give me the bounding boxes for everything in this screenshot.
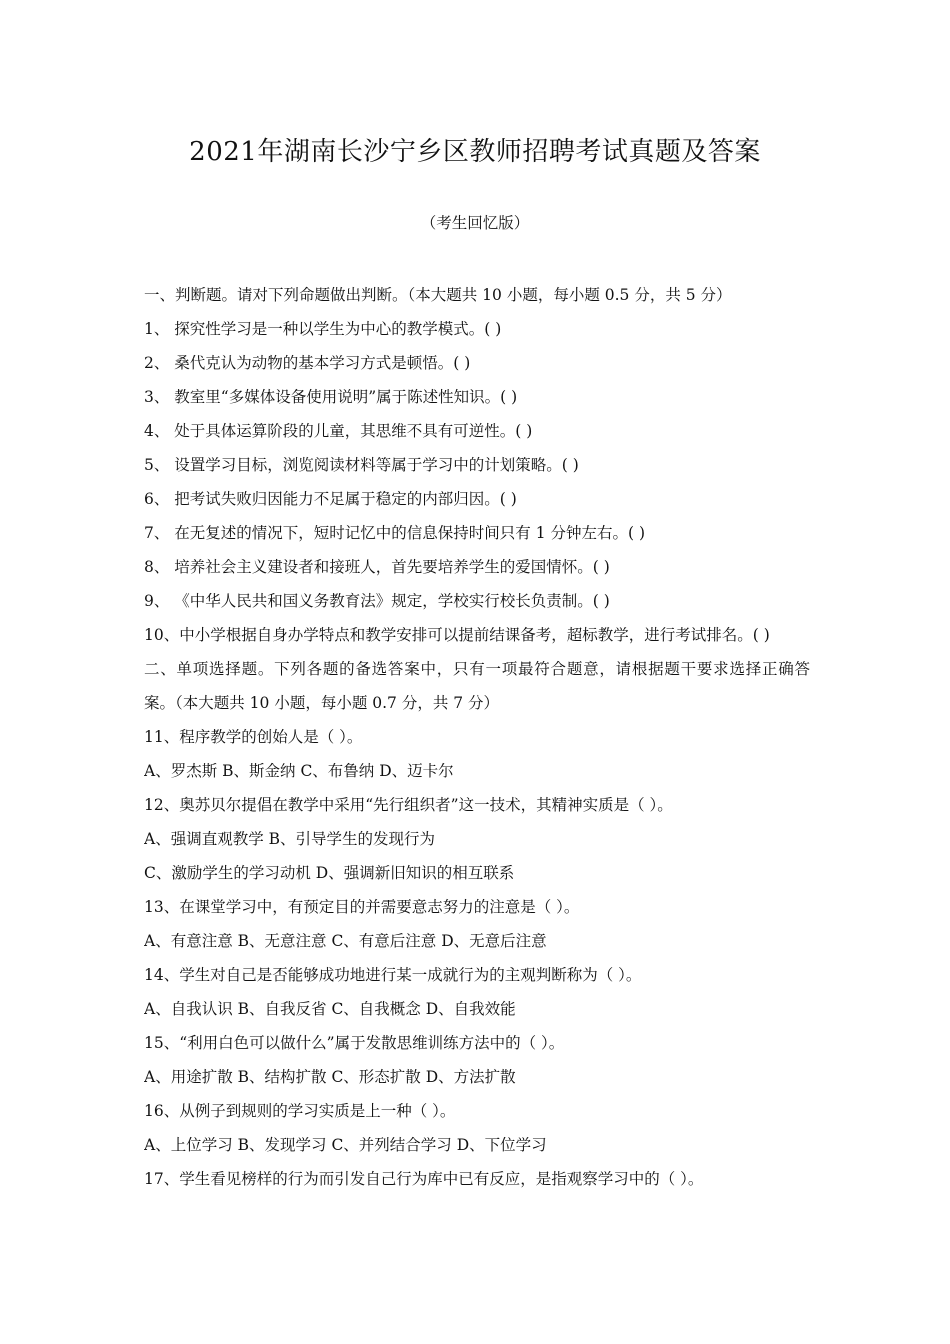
- question-16-options: A、上位学习 B、发现学习 C、并列结合学习 D、下位学习: [144, 1136, 547, 1154]
- question-12-options-ab: A、强调直观教学 B、引导学生的发现行为: [144, 830, 436, 848]
- question-9: 9、 《中华人民共和国义务教育法》规定，学校实行校长负责制。( ): [144, 592, 610, 610]
- question-12: 12、奥苏贝尔提倡在教学中采用“先行组织者”这一技术，其精神实质是（ ）。: [144, 796, 673, 814]
- question-4: 4、 处于具体运算阶段的儿童，其思维不具有可逆性。( ): [144, 422, 533, 440]
- question-7: 7、 在无复述的情况下，短时记忆中的信息保持时间只有 1 分钟左右。( ): [144, 524, 646, 542]
- section-heading-single-choice: 二、单项选择题。下列各题的备选答案中，只有一项最符合题意，请根据题干要求选择正确答案。（本大题共 10 小题，每小题 0.7 分，共 7 分）: [144, 660, 810, 712]
- question-17: 17、学生看见榜样的行为而引发自己行为库中已有反应，是指观察学习中的（ ）。: [144, 1170, 704, 1188]
- question-5: 5、 设置学习目标，浏览阅读材料等属于学习中的计划策略。( ): [144, 456, 579, 474]
- question-13: 13、在课堂学习中，有预定目的并需要意志努力的注意是（ ）。: [144, 898, 580, 916]
- question-1: 1、 探究性学习是一种以学生为中心的教学模式。( ): [144, 320, 502, 338]
- section-heading-judgment: 一、判断题。请对下列命题做出判断。（本大题共 10 小题，每小题 0.5 分，共 5 分）: [144, 286, 732, 304]
- document-title: 2021年湖南长沙宁乡区教师招聘考试真题及答案: [189, 137, 761, 167]
- question-8: 8、 培养社会主义建设者和接班人，首先要培养学生的爱国情怀。( ): [144, 558, 610, 576]
- question-13-options: A、有意注意 B、无意注意 C、有意后注意 D、无意后注意: [144, 932, 547, 950]
- question-15: 15、“利用白色可以做什么”属于发散思维训练方法中的（ ）。: [144, 1034, 565, 1052]
- question-2: 2、 桑代克认为动物的基本学习方式是顿悟。( ): [144, 354, 471, 372]
- question-3: 3、 教室里“多媒体设备使用说明”属于陈述性知识。( ): [144, 388, 518, 406]
- question-16: 16、从例子到规则的学习实质是上一种（ ）。: [144, 1102, 456, 1120]
- question-14-options: A、自我认识 B、自我反省 C、自我概念 D、自我效能: [144, 1000, 516, 1018]
- question-11: 11、程序教学的创始人是（ ）。: [144, 728, 363, 746]
- question-10: 10、中小学根据自身办学特点和教学安排可以提前结课备考，超标教学，进行考试排名。( ): [144, 626, 770, 644]
- question-11-options: A、罗杰斯 B、斯金纳 C、布鲁纳 D、迈卡尔: [144, 762, 454, 780]
- question-6: 6、 把考试失败归因能力不足属于稳定的内部归因。( ): [144, 490, 517, 508]
- question-14: 14、学生对自己是否能够成功地进行某一成就行为的主观判断称为（ ）。: [144, 966, 642, 984]
- document-subtitle: （考生回忆版）: [420, 214, 530, 232]
- document-body: [144, 278, 810, 1196]
- question-15-options: A、用途扩散 B、结构扩散 C、形态扩散 D、方法扩散: [144, 1068, 516, 1086]
- question-12-options-cd: C、激励学生的学习动机 D、强调新旧知识的相互联系: [144, 864, 515, 882]
